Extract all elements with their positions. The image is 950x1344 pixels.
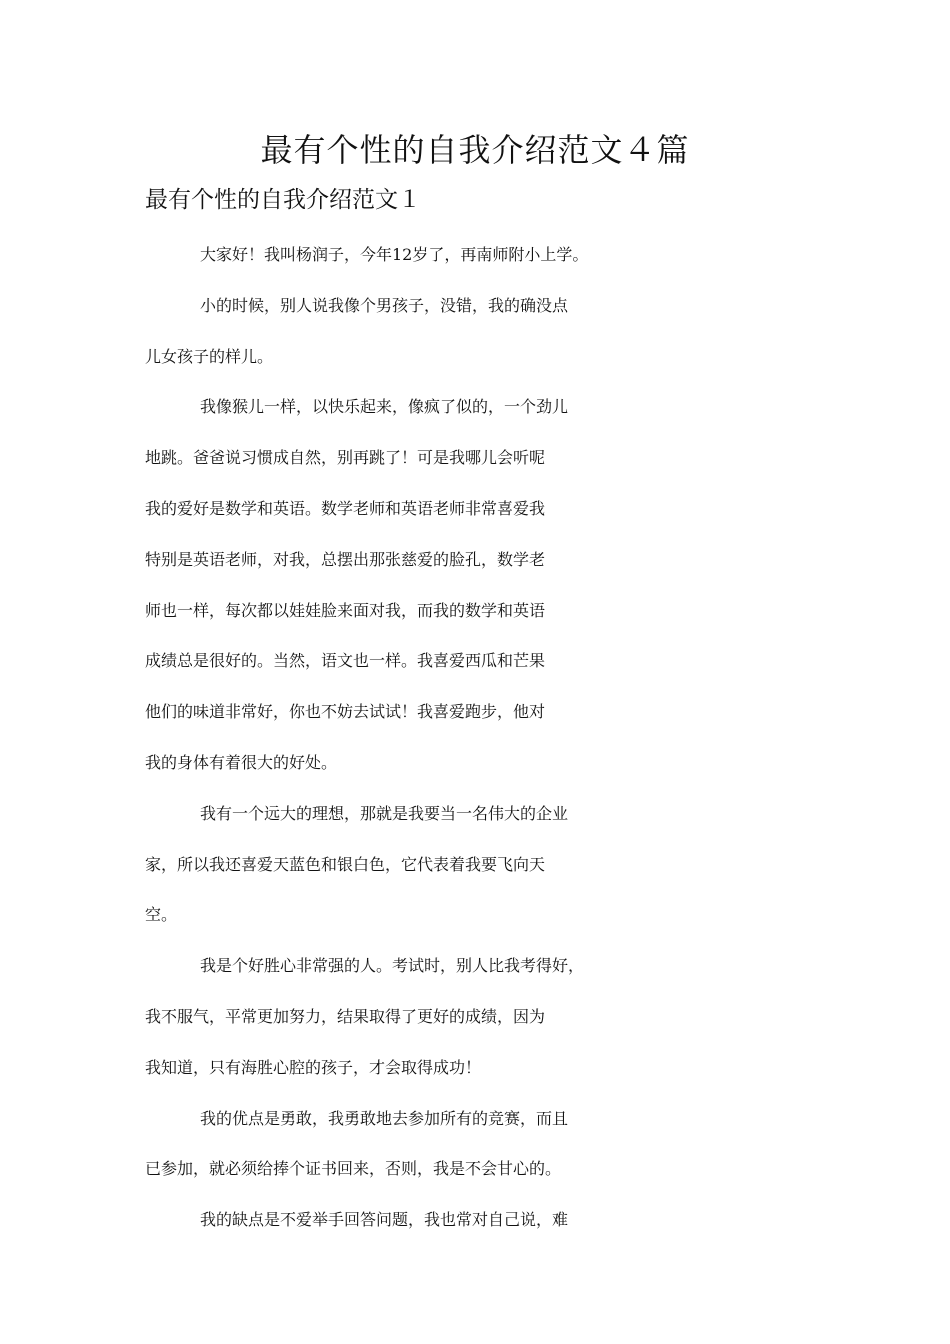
text-line: 小的时候，别人说我像个男孩子，没错，我的确没点 [200, 295, 569, 315]
text-line: 成绩总是很好的。当然，语文也一样。我喜爱西瓜和芒果 [145, 651, 546, 671]
text-line: 我的缺点是不爱举手回答问题，我也常对自己说，难 [200, 1210, 569, 1230]
document-title: 最有个性的自我介绍范文４篇 [260, 131, 690, 169]
text-line: 家，所以我还喜爱天蓝色和银白色，它代表着我要飞向天 [145, 854, 546, 874]
text-line: 他们的味道非常好，你也不妨去试试！我喜爱跑步，他对 [145, 702, 546, 722]
text-line: 我不服气，平常更加努力，结果取得了更好的成绩，因为 [145, 1006, 546, 1026]
body-text [145, 230, 810, 1246]
text-line: 已参加，就必须给捧个证书回来，否则，我是不会甘心的。 [145, 1159, 562, 1179]
text-line: 儿女孩子的样儿。 [145, 346, 274, 366]
text-line: 我的爱好是数学和英语。数学老师和英语老师非常喜爱我 [145, 498, 546, 518]
text-line: 我像猴儿一样，以快乐起来，像疯了似的，一个劲儿 [200, 397, 569, 417]
text-line: 我是个好胜心非常强的人。考试时，别人比我考得好， [200, 956, 585, 976]
text-line: 大家好！我叫杨润子，今年12岁了，再南师附小上学。 [200, 245, 589, 264]
text-line: 我知道，只有海胜心腔的孩子，才会取得成功！ [145, 1057, 482, 1077]
text-line: 地跳。爸爸说习惯成自然，别再跳了！可是我哪儿会听呢 [145, 448, 546, 468]
text-line: 我的身体有着很大的好处。 [145, 752, 338, 772]
text-line: 我有一个远大的理想，那就是我要当一名伟大的企业 [200, 803, 569, 823]
text-line: 空。 [145, 905, 178, 925]
text-line: 我的优点是勇敢，我勇敢地去参加所有的竞赛，而且 [200, 1108, 569, 1128]
section-subtitle: 最有个性的自我介绍范文１ [145, 187, 421, 213]
text-line: 特别是英语老师，对我，总摆出那张慈爱的脸孔，数学老 [145, 549, 546, 569]
text-line: 师也一样，每次都以娃娃脸来面对我，而我的数学和英语 [145, 600, 546, 620]
